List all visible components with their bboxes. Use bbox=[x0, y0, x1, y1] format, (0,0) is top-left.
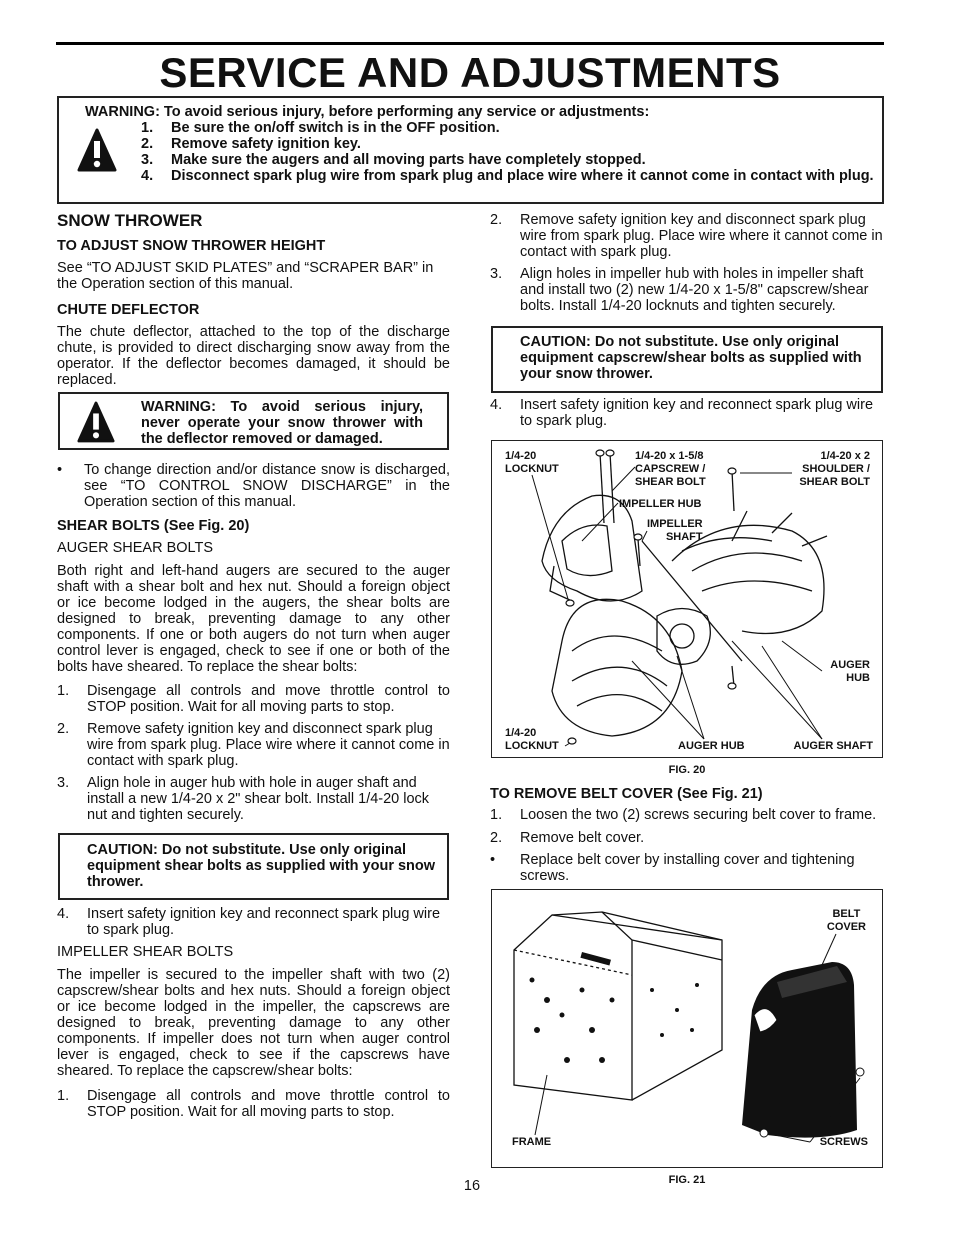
para-auger-shear-bolts: Both right and left-hand augers are secured to the auger shaft with a shear bolt and hex nut. Should a foreign object or ice become lodged in the augers, the shear bolts are designed to break, preventing damage to any other components. If one or both augers do not turn when auger control lever is engaged, check to see if one or both of the bolts have sheared. To replace the shear bolts: bbox=[57, 563, 450, 675]
bullet-marker: • bbox=[57, 462, 63, 478]
warning-icon bbox=[77, 128, 117, 172]
caution-auger-box bbox=[58, 833, 449, 900]
list-item bbox=[57, 462, 450, 510]
label-impeller-hub: IMPELLER HUB bbox=[619, 498, 702, 510]
caution-impeller-text: CAUTION: Do not substitute. Use only original equipment capscrew/shear bolts as supplied with your snow thrower. bbox=[520, 334, 862, 382]
list-item: 4. Insert safety ignition key and reconnect spark plug wire to spark plug. bbox=[490, 397, 874, 429]
para-impeller-shear-bolts: The impeller is secured to the impeller shaft with two (2) capscrew/shear bolts and hex nuts. Should a foreign object or ice become lodged in the impeller, the capscrews are designed to break, preventing damage to any other components. If impeller does not turn when auger control lever is engaged, check to see if the capscrews have sheared. To replace the capscrew/shear bolts: bbox=[57, 967, 450, 1079]
label-screws: SCREWS bbox=[819, 1136, 868, 1148]
list-item: 1. Disengage all controls and move throttle control to STOP position. Wait for all moving parts to stop. bbox=[57, 683, 450, 715]
label-frame: FRAME bbox=[512, 1136, 552, 1148]
para-adjust-height: See “TO ADJUST SKID PLATES” and “SCRAPER BAR” in the Operation section of this manual. bbox=[57, 260, 434, 292]
figure-20 bbox=[491, 440, 883, 758]
figure-20-caption: FIG. 20 bbox=[668, 764, 706, 776]
label-shoulder-bolt: 1/4-20 x 2 SHOULDER / SHEAR BOLT bbox=[799, 450, 870, 488]
belt-cover-illustration bbox=[492, 890, 882, 1167]
list-item: 1. Loosen the two (2) screws securing belt cover to frame. bbox=[490, 807, 877, 823]
label-locknut-bottom: 1/4-20 LOCKNUT bbox=[505, 727, 559, 752]
label-impeller-shaft: IMPELLER SHAFT bbox=[647, 518, 703, 543]
chute-warning-box bbox=[58, 392, 449, 450]
figure-21-caption: FIG. 21 bbox=[668, 1174, 706, 1186]
list-item: 3. Align holes in impeller hub with holes in impeller shaft and install two (2) new 1/4-20 x 1-5/8" capscrew/shear bolts. Install 1/4-20 locknuts and tighten securely. bbox=[490, 266, 869, 314]
list-item: 2. Remove safety ignition key and disconnect spark plug wire from spark plug. Place wire where it cannot come in contact with spark plug. bbox=[57, 721, 450, 769]
list-item: 3. Make sure the augers and all moving parts have completely stopped. bbox=[141, 152, 646, 168]
figure-21 bbox=[491, 889, 883, 1168]
heading-shear-bolts: SHEAR BOLTS (See Fig. 20) bbox=[57, 518, 250, 534]
heading-remove-belt-cover: TO REMOVE BELT COVER (See Fig. 21) bbox=[490, 786, 763, 802]
section-heading-snow-thrower: SNOW THROWER bbox=[57, 211, 203, 230]
caution-auger-text: CAUTION: Do not substitute. Use only original equipment shear bolts as supplied with your snow thrower. bbox=[87, 842, 436, 890]
para-chute-deflector: The chute deflector, attached to the top of the discharge chute, is provided to direct discharging snow away from the operator. If the deflector becomes damaged, it should be replaced. bbox=[57, 324, 450, 388]
top-warning-box bbox=[57, 96, 884, 204]
chute-warning-text: WARNING: To avoid serious injury, never operate your snow thrower with the deflector removed or damaged. bbox=[141, 399, 423, 447]
label-belt-cover: BELT COVER bbox=[826, 908, 866, 933]
heading-adjust-height: TO ADJUST SNOW THROWER HEIGHT bbox=[57, 238, 326, 254]
belt-steps bbox=[490, 807, 884, 886]
top-warning-heading: WARNING: To avoid serious injury, before performing any service or adjustments: bbox=[85, 104, 650, 120]
label-locknut-top: 1/4-20 LOCKNUT bbox=[505, 450, 559, 475]
page-title: SERVICE AND ADJUSTMENTS bbox=[159, 49, 781, 96]
subheading-auger-shear-bolts: AUGER SHEAR BOLTS bbox=[57, 540, 214, 556]
warning-icon bbox=[77, 401, 115, 443]
heading-chute-deflector: CHUTE DEFLECTOR bbox=[57, 302, 200, 318]
bullet-text: To change direction and/or distance snow is discharged, see “TO CONTROL SNOW DISCHARGE” in the Operation section of this manual. bbox=[84, 462, 450, 510]
top-warning-list bbox=[141, 120, 881, 200]
list-item: 2. Remove safety ignition key and disconnect spark plug wire from spark plug. Place wire where it cannot come in contact with spark plug. bbox=[490, 212, 883, 260]
list-item: 2. Remove safety ignition key. bbox=[141, 136, 361, 152]
label-auger-hub: AUGER HUB bbox=[678, 740, 745, 752]
list-item: 4. Insert safety ignition key and reconnect spark plug wire to spark plug. bbox=[57, 906, 441, 938]
list-item: 1. Be sure the on/off switch is in the OFF position. bbox=[141, 120, 500, 136]
header-rule bbox=[56, 42, 884, 45]
label-auger-hub-right: AUGER HUB bbox=[830, 659, 870, 684]
caution-impeller-box bbox=[491, 326, 883, 393]
subheading-impeller-shear-bolts: IMPELLER SHEAR BOLTS bbox=[57, 944, 234, 960]
label-auger-shaft: AUGER SHAFT bbox=[793, 740, 873, 752]
impeller-steps bbox=[490, 212, 884, 320]
page-number: 16 bbox=[463, 1178, 481, 1194]
list-item: 4. Disconnect spark plug wire from spark plug and place wire where it cannot come in contact with plug. bbox=[141, 168, 874, 184]
list-item: 3. Align hole in auger hub with hole in auger shaft and install a new 1/4-20 x 2" shear bolt. Install 1/4-20 lock nut and tighten securely. bbox=[57, 775, 430, 823]
list-item: 1. Disengage all controls and move throttle control to STOP position. Wait for all moving parts to stop. bbox=[57, 1088, 450, 1120]
list-item: 2. Remove belt cover. bbox=[490, 830, 645, 846]
list-item: • Replace belt cover by installing cover and tightening screws. bbox=[490, 852, 855, 884]
label-capscrew: 1/4-20 x 1-5/8 CAPSCREW / SHEAR BOLT bbox=[635, 450, 706, 488]
auger-steps bbox=[57, 683, 450, 823]
